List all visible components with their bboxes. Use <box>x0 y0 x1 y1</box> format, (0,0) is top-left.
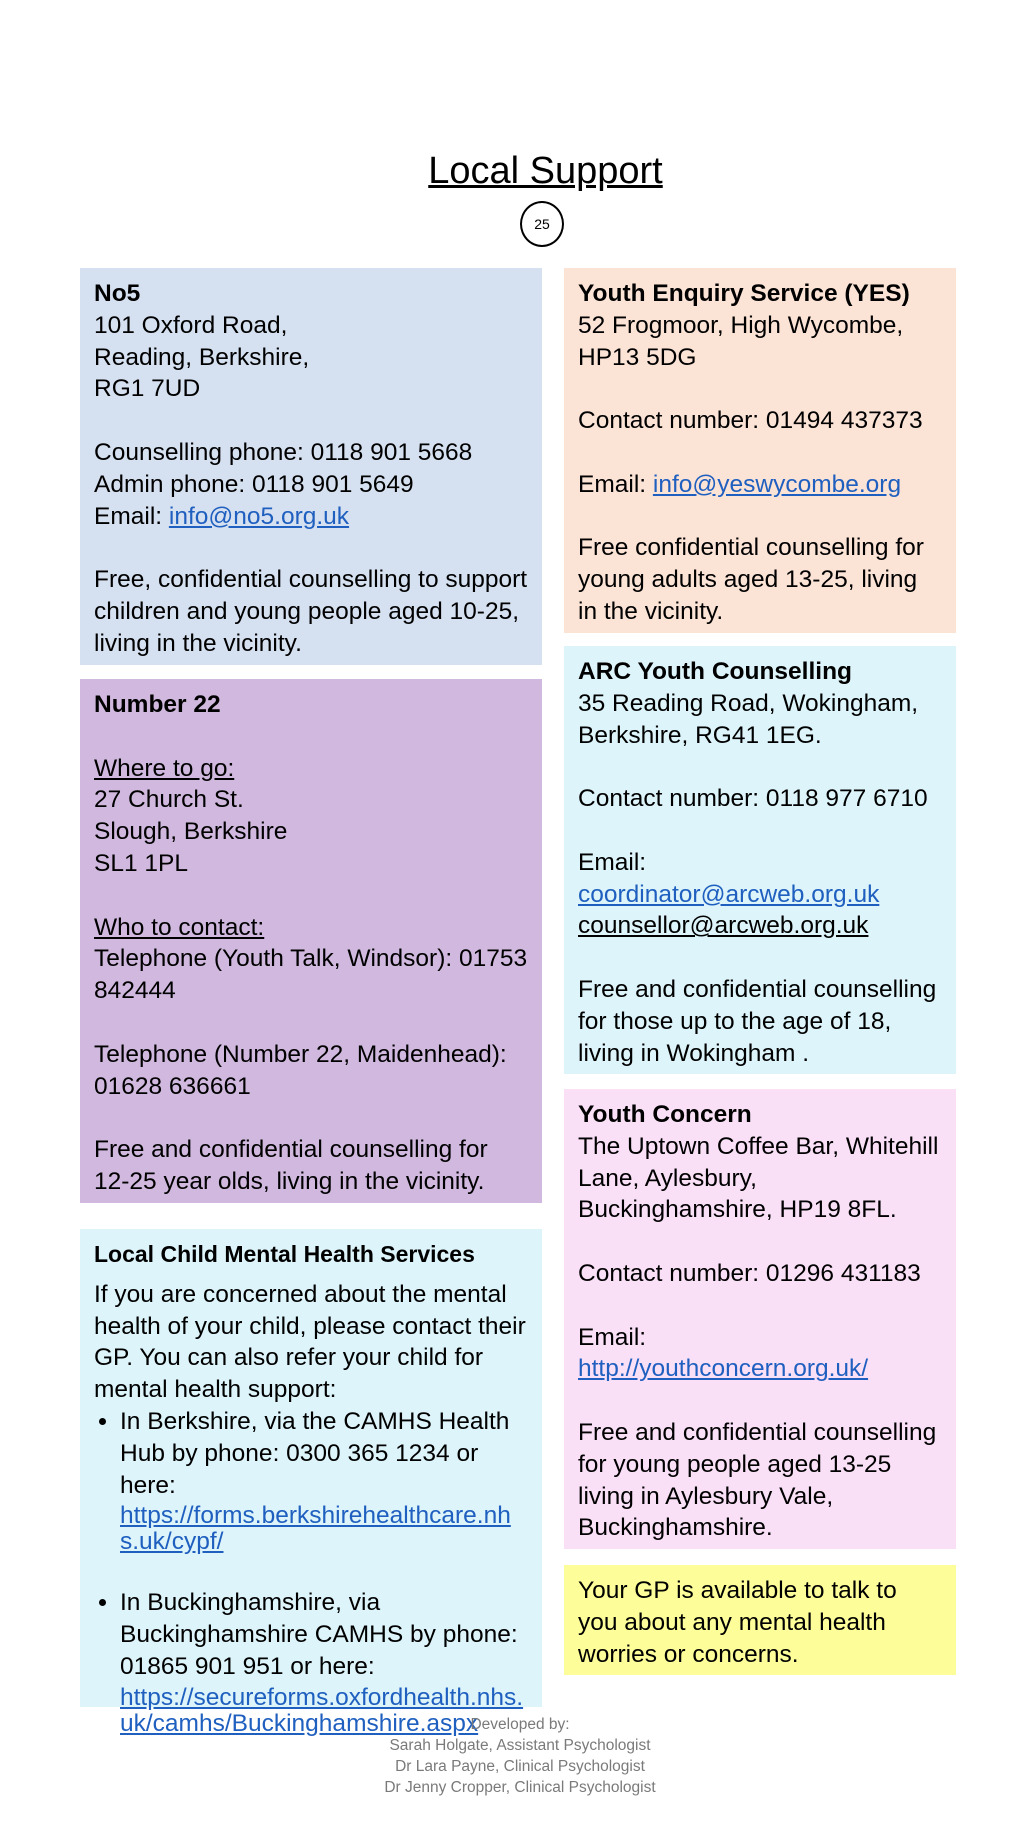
number22-card <box>80 679 542 1203</box>
youth-concern-email-label: Email: <box>578 1323 647 1351</box>
youth-concern-address: The Uptown Coffee Bar, Whitehill Lane, Aylesbury, Buckinghamshire, HP19 8FL. <box>578 1132 939 1224</box>
number22-name: Number 22 <box>94 691 221 718</box>
no5-address-line-1: 101 Oxford Road, <box>94 311 288 339</box>
number22-who-label: Who to contact: <box>94 913 265 941</box>
youth-concern-name: Youth Concern <box>578 1101 752 1128</box>
no5-description: Free, confidential counselling to support children and young people aged 10-25, living in the vicinity. <box>94 566 528 657</box>
no5-admin-phone: Admin phone: 0118 901 5649 <box>94 470 414 498</box>
youth-concern-card <box>564 1089 956 1549</box>
berkshire-text: In Berkshire, via the CAMHS Health Hub by phone: 0300 365 1234 or here: <box>120 1407 510 1499</box>
page-title: Local Support <box>428 150 663 192</box>
footer-developed-by: Developed by: <box>470 1716 570 1733</box>
number22-address-line-3: SL1 1PL <box>94 849 188 877</box>
arc-address: 35 Reading Road, Wokingham, Berkshire, RG41 1EG. <box>578 689 919 749</box>
no5-address-line-2: Reading, Berkshire, <box>94 343 310 371</box>
no5-counselling-phone: Counselling phone: 0118 901 5668 <box>94 438 473 466</box>
footer-author-2: Dr Lara Payne, Clinical Psychologist <box>395 1758 645 1775</box>
page-number-badge: 25 <box>520 201 564 247</box>
no5-email-link[interactable]: info@no5.org.uk <box>168 502 350 530</box>
number22-address-line-1: 27 Church St. <box>94 786 244 814</box>
arc-email-counsellor-link[interactable]: counsellor@arcweb.org.uk <box>578 912 869 940</box>
local-child-intro: If you are concerned about the mental health of your child, please contact their GP. You can also refer your child for mental health support: <box>94 1280 526 1404</box>
yes-email-link[interactable]: info@yeswycombe.org <box>652 470 902 498</box>
local-child-list <box>94 1406 528 1737</box>
youth-concern-website-link[interactable]: http://youthconcern.org.uk/ <box>578 1355 869 1383</box>
number22-where-label: Where to go: <box>94 754 235 782</box>
yes-description: Free confidential counselling for young adults aged 13-25, living in the vicinity. <box>578 534 924 625</box>
youth-concern-description: Free and confidential counselling for young people aged 13-25 living in Aylesbury Vale, Buckinghamshire. <box>578 1418 937 1542</box>
buckinghamshire-text: In Buckinghamshire, via Buckinghamshire CAMHS by phone: 01865 901 951 or here: <box>120 1589 518 1680</box>
no5-email-row <box>94 501 528 533</box>
footer-credits <box>0 1714 1024 1798</box>
yes-address-line-2: HP13 5DG <box>578 343 697 371</box>
yes-card <box>564 268 956 633</box>
local-child-title: Local Child Mental Health Services <box>94 1241 475 1267</box>
local-child-item-berkshire <box>120 1406 528 1587</box>
no5-name: No5 <box>94 280 141 307</box>
berkshire-camhs-link[interactable]: https://forms.berkshirehealthcare.nhs.uk/cypf/ <box>120 1502 511 1556</box>
number22-description: Free and confidential counselling for 12-25 year olds, living in the vicinity. <box>94 1136 488 1195</box>
number22-phone-maidenhead: Telephone (Number 22, Maidenhead): 01628 636661 <box>94 1040 507 1100</box>
yes-contact: Contact number: 01494 437373 <box>578 407 923 435</box>
number22-phone-windsor: Telephone (Youth Talk, Windsor): 01753 842444 <box>94 945 528 1005</box>
yes-address-line-1: 52 Frogmoor, High Wycombe, <box>578 311 904 339</box>
arc-description: Free and confidential counselling for those up to the age of 18, living in Wokingham . <box>578 975 937 1067</box>
arc-contact: Contact number: 0118 977 6710 <box>578 785 928 813</box>
gp-note-text: Your GP is available to talk to you about any mental health worries or concerns. <box>578 1577 897 1668</box>
footer-author-1: Sarah Holgate, Assistant Psychologist <box>389 1737 651 1754</box>
number22-address-line-2: Slough, Berkshire <box>94 818 288 846</box>
no5-address-line-3: RG1 7UD <box>94 375 201 403</box>
gp-note-card <box>564 1565 956 1675</box>
no5-card <box>80 268 542 665</box>
youth-concern-contact: Contact number: 01296 431183 <box>578 1259 921 1287</box>
no5-email-label: Email: <box>94 502 169 530</box>
arc-card <box>564 646 956 1074</box>
buckinghamshire-camhs-link[interactable]: https://secureforms.oxfordhealth.nhs.uk/camhs/Buckinghamshire.aspx <box>120 1683 524 1737</box>
arc-email-coordinator-link[interactable]: coordinator@arcweb.org.uk <box>578 880 880 908</box>
yes-name: Youth Enquiry Service (YES) <box>578 280 910 307</box>
yes-email-row <box>578 469 942 501</box>
yes-email-label: Email: <box>578 470 653 498</box>
footer-author-3: Dr Jenny Cropper, Clinical Psychologist <box>384 1779 656 1796</box>
arc-email-label: Email: <box>578 848 647 876</box>
arc-name: ARC Youth Counselling <box>578 658 853 685</box>
